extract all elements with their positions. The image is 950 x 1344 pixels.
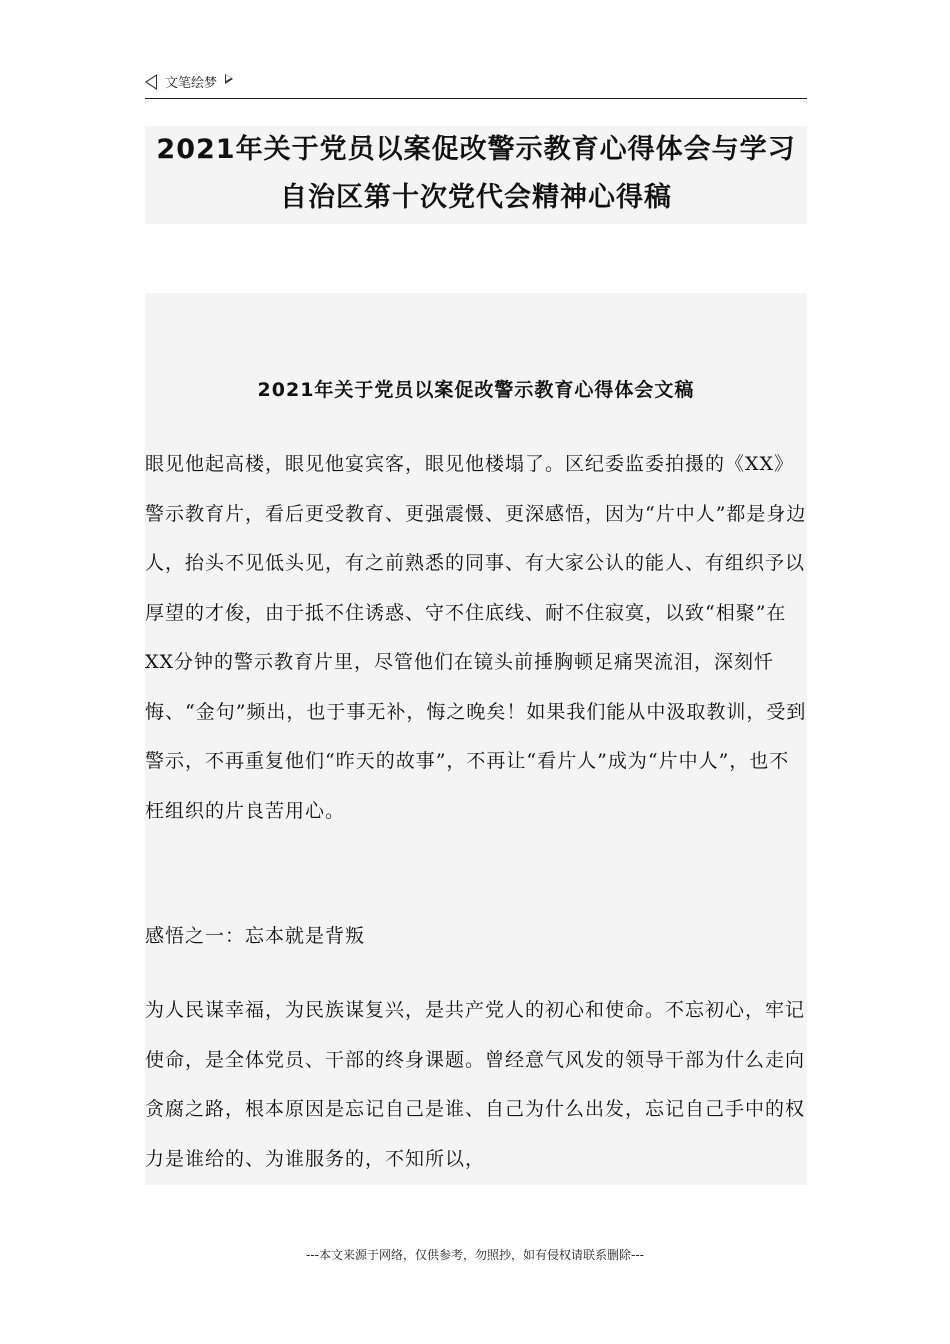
section-heading-1: 感悟之一：忘本就是背叛 <box>145 925 366 947</box>
page-footer: ---本文来源于网络，仅供参考，勿照抄，如有侵权请联系删除--- <box>306 1248 644 1262</box>
title-line-1: 2021年关于党员以案促改警示教育心得体会与学习 <box>156 134 796 165</box>
paragraph-2: 为人民谋幸福，为民族谋复兴，是共产党人的初心和使命。不忘初心，牢记使命，是全体党员、干部的终身课题。曾经意气风发的领导干部为什么走向贪腐之路，根本原因是忘记自己是谁、自己为什么出发，忘记自己手中的权力是谁给的、为谁服务的，不知所以， <box>145 999 806 1170</box>
article-body <box>145 293 807 1185</box>
article-heading: 2021年关于党员以案促改警示教育心得体会文稿 <box>257 379 695 401</box>
page-header <box>145 72 807 99</box>
triangle-left-icon <box>145 74 157 90</box>
triangle-right-icon <box>225 74 233 84</box>
document-title <box>145 126 807 224</box>
title-line-2: 自治区第十次党代会精神心得稿 <box>280 182 672 213</box>
brand-name: 文笔绘梦 <box>165 76 218 91</box>
paragraph-1: 眼见他起高楼，眼见他宴宾客，眼见他楼塌了。区纪委监委拍摄的《XX》警示教育片，看后更受教育、更强震慑、更深感悟，因为“片中人”都是身边人，抬头不见低头见，有之前熟悉的同事、有大家公认的能人、有组织予以厚望的才俊，由于抵不住诱惑、守不住底线、耐不住寂寞，以致“相聚”在XX分钟的警示教育片里，尽管他们在镜头前捶胸顿足痛哭流泪，深刻忏悔、“金句”频出，也于事无补，悔之晚矣！如果我们能从中汲取教训，受到警示，不再重复他们“昨天的故事”，不再让“看片人”成为“片中人”，也不枉组织的片良苦用心。 <box>145 453 807 822</box>
brand <box>145 72 233 91</box>
